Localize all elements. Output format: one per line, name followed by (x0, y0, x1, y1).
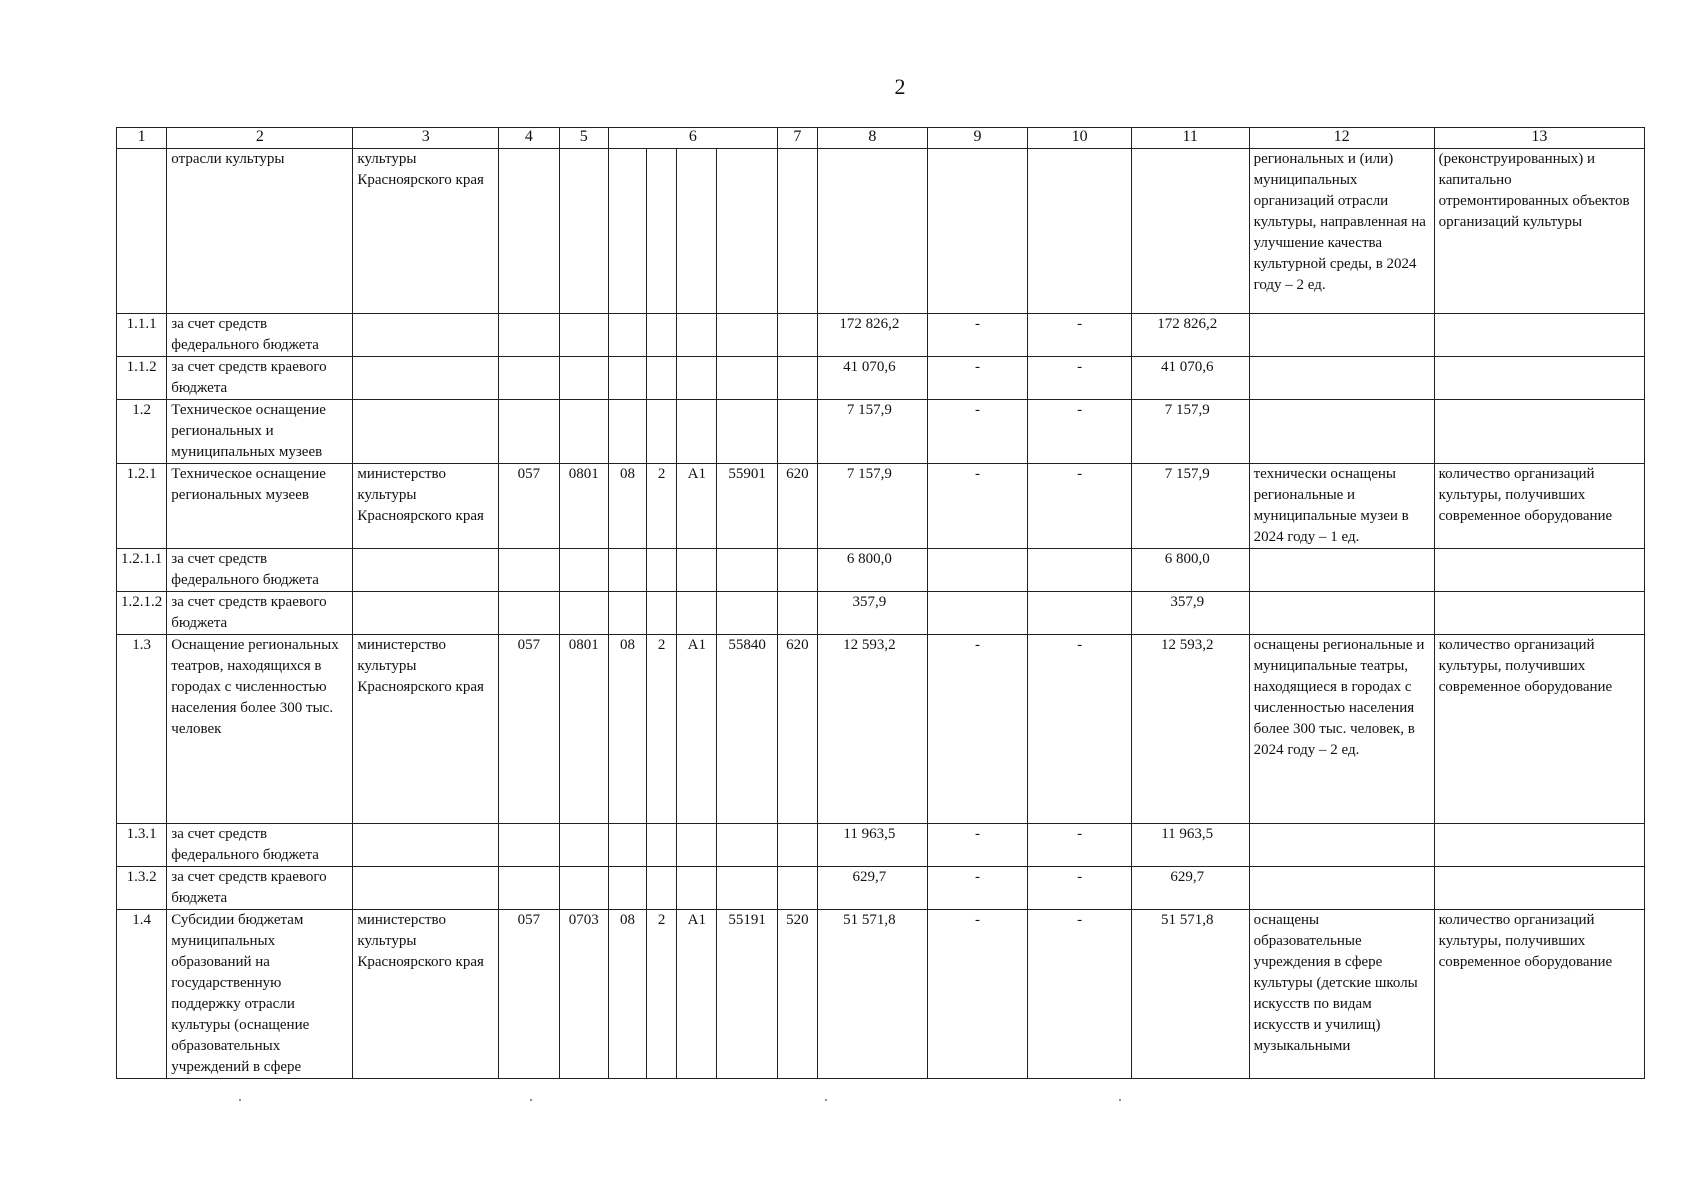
row-program-code-3: А1 (677, 635, 717, 824)
row-program-code-2 (647, 824, 677, 867)
row-amount-total: 41 070,6 (1131, 357, 1249, 400)
row-program-code-1 (608, 400, 646, 464)
row-amount-2025 (927, 592, 1028, 635)
row-id: 1.3.2 (117, 867, 167, 910)
row-executor: министерство культуры Красноярского края (353, 635, 499, 824)
row-expected-result (1249, 400, 1434, 464)
row-expense-type: 620 (777, 464, 817, 549)
row-rzpr (559, 314, 608, 357)
row-indicator: (реконструированных) и капитально отремонтированных объектов организаций культуры (1434, 149, 1644, 314)
row-indicator (1434, 592, 1644, 635)
row-program-code-1 (608, 867, 646, 910)
row-expected-result (1249, 314, 1434, 357)
row-id: 1.2.1 (117, 464, 167, 549)
table-row (117, 635, 1645, 824)
row-expense-type (777, 149, 817, 314)
row-id: 1.2.1.1 (117, 549, 167, 592)
header-cell: 13 (1434, 128, 1644, 149)
table-row (117, 592, 1645, 635)
row-program-code-4 (717, 149, 777, 314)
header-cell: 6 (608, 128, 777, 149)
row-rzpr (559, 357, 608, 400)
row-name: за счет средств краевого бюджета (167, 357, 353, 400)
page-number: 2 (894, 74, 906, 99)
row-name: за счет средств федерального бюджета (167, 314, 353, 357)
header-row (117, 128, 1645, 149)
row-grbs (499, 357, 559, 400)
row-amount-2026: - (1028, 910, 1132, 1079)
row-name: Техническое оснащение региональных музеев (167, 464, 353, 549)
row-grbs (499, 592, 559, 635)
row-program-code-1 (608, 592, 646, 635)
row-expected-result (1249, 592, 1434, 635)
row-id (117, 149, 167, 314)
row-expected-result: оснащены образовательные учреждения в сфере культуры (детские школы искусств по видам искусств и училищ) музыкальными (1249, 910, 1434, 1079)
row-amount-2024: 629,7 (818, 867, 928, 910)
row-executor (353, 357, 499, 400)
row-amount-2025: - (927, 400, 1028, 464)
row-program-code-1 (608, 149, 646, 314)
row-amount-2026: - (1028, 635, 1132, 824)
row-id: 1.1.1 (117, 314, 167, 357)
row-amount-2024: 172 826,2 (818, 314, 928, 357)
row-amount-total (1131, 149, 1249, 314)
row-amount-2025 (927, 149, 1028, 314)
row-amount-total: 12 593,2 (1131, 635, 1249, 824)
row-program-code-1 (608, 357, 646, 400)
row-name: за счет средств краевого бюджета (167, 867, 353, 910)
row-name: за счет средств федерального бюджета (167, 824, 353, 867)
row-program-code-3 (677, 824, 717, 867)
row-program-code-3 (677, 867, 717, 910)
row-program-code-1 (608, 314, 646, 357)
row-expense-type (777, 314, 817, 357)
row-indicator (1434, 824, 1644, 867)
row-amount-2024: 357,9 (818, 592, 928, 635)
row-amount-2026 (1028, 549, 1132, 592)
header-cell: 10 (1028, 128, 1132, 149)
row-executor (353, 549, 499, 592)
row-amount-2026: - (1028, 464, 1132, 549)
row-amount-2025 (927, 549, 1028, 592)
row-amount-total: 51 571,8 (1131, 910, 1249, 1079)
table-row (117, 464, 1645, 549)
row-amount-2025: - (927, 357, 1028, 400)
row-amount-2026: - (1028, 867, 1132, 910)
row-indicator (1434, 867, 1644, 910)
row-grbs (499, 149, 559, 314)
header-cell: 11 (1131, 128, 1249, 149)
row-amount-total: 6 800,0 (1131, 549, 1249, 592)
row-rzpr: 0801 (559, 464, 608, 549)
row-executor (353, 400, 499, 464)
row-amount-2024: 12 593,2 (818, 635, 928, 824)
row-program-code-4 (717, 592, 777, 635)
row-program-code-3 (677, 400, 717, 464)
row-amount-2026: - (1028, 824, 1132, 867)
row-program-code-3: А1 (677, 464, 717, 549)
row-rzpr: 0801 (559, 635, 608, 824)
row-amount-total: 172 826,2 (1131, 314, 1249, 357)
row-name: Субсидии бюджетам муниципальных образований на государственную поддержку отрасли культуры (оснащение образовательных учреждений в сфере (167, 910, 353, 1079)
row-amount-2026: - (1028, 400, 1132, 464)
table-row (117, 910, 1645, 1079)
row-expected-result (1249, 357, 1434, 400)
row-expense-type (777, 867, 817, 910)
header-cell: 3 (353, 128, 499, 149)
row-id: 1.3.1 (117, 824, 167, 867)
row-expense-type (777, 549, 817, 592)
row-executor (353, 867, 499, 910)
row-program-code-2: 2 (647, 910, 677, 1079)
row-expense-type (777, 592, 817, 635)
row-amount-2024: 51 571,8 (818, 910, 928, 1079)
row-program-code-4 (717, 824, 777, 867)
row-amount-2025: - (927, 867, 1028, 910)
row-amount-2024: 41 070,6 (818, 357, 928, 400)
header-cell: 9 (927, 128, 1028, 149)
row-amount-2024: 7 157,9 (818, 464, 928, 549)
row-amount-2025: - (927, 464, 1028, 549)
row-executor (353, 314, 499, 357)
row-program-code-3 (677, 357, 717, 400)
table-body (117, 149, 1645, 1079)
row-name: за счет средств федерального бюджета (167, 549, 353, 592)
row-id: 1.1.2 (117, 357, 167, 400)
row-amount-2024 (818, 149, 928, 314)
row-amount-total: 629,7 (1131, 867, 1249, 910)
row-expense-type (777, 400, 817, 464)
row-amount-2026: - (1028, 314, 1132, 357)
row-grbs (499, 867, 559, 910)
table-row (117, 149, 1645, 314)
row-expected-result (1249, 867, 1434, 910)
row-program-code-4: 55191 (717, 910, 777, 1079)
table-row (117, 867, 1645, 910)
row-indicator (1434, 549, 1644, 592)
row-expected-result: оснащены региональные и муниципальные театры, находящиеся в городах с численностью населения более 300 тыс. человек, в 2024 году – 2 ед. (1249, 635, 1434, 824)
row-expense-type (777, 824, 817, 867)
row-amount-2026 (1028, 592, 1132, 635)
scan-marks (0, 1098, 1707, 1102)
header-cell: 12 (1249, 128, 1434, 149)
table-row (117, 824, 1645, 867)
row-executor: министерство культуры Красноярского края (353, 910, 499, 1079)
row-amount-2024: 11 963,5 (818, 824, 928, 867)
row-id: 1.4 (117, 910, 167, 1079)
row-amount-2025: - (927, 635, 1028, 824)
row-program-code-1: 08 (608, 635, 646, 824)
row-name: Оснащение региональных театров, находящихся в городах с численностью населения более 300 тыс. человек (167, 635, 353, 824)
row-amount-2025: - (927, 910, 1028, 1079)
row-indicator (1434, 357, 1644, 400)
row-program-code-3: А1 (677, 910, 717, 1079)
row-indicator: количество организаций культуры, получивших современное оборудование (1434, 910, 1644, 1079)
header-cell: 1 (117, 128, 167, 149)
row-program-code-1 (608, 549, 646, 592)
row-program-code-2 (647, 400, 677, 464)
row-amount-total: 357,9 (1131, 592, 1249, 635)
header-cell: 8 (818, 128, 928, 149)
row-id: 1.2 (117, 400, 167, 464)
row-program-code-4 (717, 357, 777, 400)
row-grbs: 057 (499, 464, 559, 549)
row-rzpr (559, 824, 608, 867)
row-name: за счет средств краевого бюджета (167, 592, 353, 635)
row-amount-2026 (1028, 149, 1132, 314)
row-expense-type (777, 357, 817, 400)
row-id: 1.3 (117, 635, 167, 824)
row-grbs (499, 824, 559, 867)
row-program-code-2: 2 (647, 635, 677, 824)
row-amount-total: 11 963,5 (1131, 824, 1249, 867)
row-expected-result (1249, 549, 1434, 592)
row-program-code-2 (647, 357, 677, 400)
row-program-code-3 (677, 314, 717, 357)
row-expense-type: 520 (777, 910, 817, 1079)
table-row (117, 400, 1645, 464)
header-cell: 2 (167, 128, 353, 149)
budget-table-container (116, 127, 1645, 1079)
row-grbs: 057 (499, 910, 559, 1079)
row-id: 1.2.1.2 (117, 592, 167, 635)
row-program-code-3 (677, 149, 717, 314)
row-rzpr (559, 867, 608, 910)
row-amount-2026: - (1028, 357, 1132, 400)
row-program-code-2 (647, 592, 677, 635)
row-program-code-1: 08 (608, 464, 646, 549)
row-program-code-4 (717, 549, 777, 592)
row-grbs (499, 400, 559, 464)
row-expected-result: региональных и (или) муниципальных организаций отрасли культуры, направленная на улучшение качества культурной среды, в 2024 году – 2 ед. (1249, 149, 1434, 314)
row-program-code-2: 2 (647, 464, 677, 549)
row-program-code-1: 08 (608, 910, 646, 1079)
row-executor: культуры Красноярского края (353, 149, 499, 314)
row-program-code-4 (717, 867, 777, 910)
row-program-code-2 (647, 549, 677, 592)
row-name: отрасли культуры (167, 149, 353, 314)
row-rzpr (559, 549, 608, 592)
row-grbs: 057 (499, 635, 559, 824)
row-rzpr (559, 592, 608, 635)
header-cell: 5 (559, 128, 608, 149)
row-executor: министерство культуры Красноярского края (353, 464, 499, 549)
row-expense-type: 620 (777, 635, 817, 824)
row-indicator (1434, 314, 1644, 357)
row-grbs (499, 549, 559, 592)
table-row (117, 314, 1645, 357)
row-grbs (499, 314, 559, 357)
header-cell: 7 (777, 128, 817, 149)
row-program-code-1 (608, 824, 646, 867)
row-rzpr (559, 149, 608, 314)
row-amount-2024: 6 800,0 (818, 549, 928, 592)
row-program-code-3 (677, 592, 717, 635)
row-expected-result (1249, 824, 1434, 867)
row-program-code-2 (647, 867, 677, 910)
row-program-code-4 (717, 314, 777, 357)
row-indicator (1434, 400, 1644, 464)
row-rzpr: 0703 (559, 910, 608, 1079)
row-executor (353, 824, 499, 867)
row-program-code-2 (647, 314, 677, 357)
row-executor (353, 592, 499, 635)
row-program-code-3 (677, 549, 717, 592)
row-amount-total: 7 157,9 (1131, 400, 1249, 464)
table-row (117, 549, 1645, 592)
row-program-code-4 (717, 400, 777, 464)
row-name: Техническое оснащение региональных и муниципальных музеев (167, 400, 353, 464)
row-amount-2024: 7 157,9 (818, 400, 928, 464)
row-indicator: количество организаций культуры, получивших современное оборудование (1434, 464, 1644, 549)
row-expected-result: технически оснащены региональные и муниципальные музеи в 2024 году – 1 ед. (1249, 464, 1434, 549)
row-amount-total: 7 157,9 (1131, 464, 1249, 549)
table-row (117, 357, 1645, 400)
row-amount-2025: - (927, 824, 1028, 867)
row-indicator: количество организаций культуры, получивших современное оборудование (1434, 635, 1644, 824)
row-program-code-2 (647, 149, 677, 314)
row-amount-2025: - (927, 314, 1028, 357)
row-program-code-4: 55901 (717, 464, 777, 549)
row-rzpr (559, 400, 608, 464)
header-cell: 4 (499, 128, 559, 149)
row-program-code-4: 55840 (717, 635, 777, 824)
budget-table (116, 127, 1645, 1079)
